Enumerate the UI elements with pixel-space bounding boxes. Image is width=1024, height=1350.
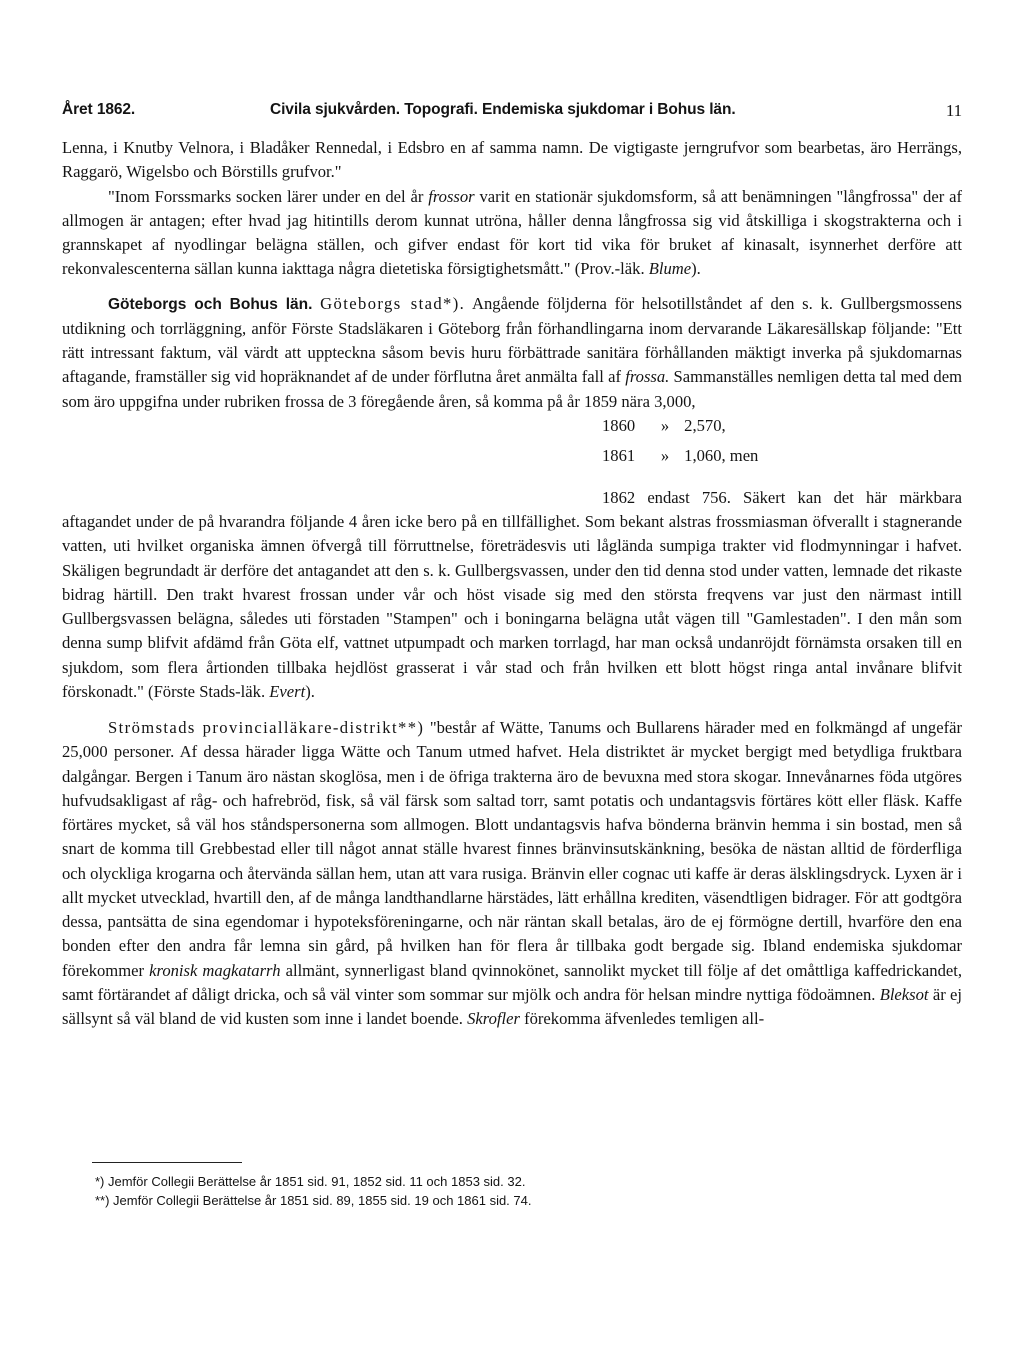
table-year: 1861 [602,445,636,465]
table-ditto-mark: » [660,445,670,465]
table-value: 2,570, [684,415,726,435]
table-year: 1860 [602,415,636,435]
paragraph-3-text-b: Sammanställes nemligen detta tal med dem som äro uppgifna under rubriken frossa de 3 föregående åren, så komma på år 1859 nära 3,000, [62,367,962,411]
section-heading-goteborg-bohus: Göteborgs och Bohus län. [108,295,313,313]
term-kronisk-magkatarrh: kronisk magkatarrh [149,960,281,980]
header-topic: Civila sjukvården. Topografi. Endemiska sjukdomar i Bohus län. [270,101,736,118]
header-year: Året 1862. [62,101,136,118]
footnote-divider [92,1162,242,1163]
table-row [602,414,726,438]
table-row [602,444,758,468]
paragraph-2-text-b: varit en stationär sjukdomsform, så att benämningen "långfrossa" der af allmogen är antagen; efter hvad jag hitintills derom kunnat utröna, håller denna långfrossa sig vid åtskilliga i skogstrakterna och i grannskapet af nyodlingar belägna ställen, och gifver endast för kort tid vika för bruket af kinasalt, isynnerhet derföre att rekonvalescenterna sällan kunna iakttaga några dietetiska försigtighetsmått." (Prov.-läk. [62,186,962,279]
paragraph-5-text-d: förekomma äfvenledes temligen all- [519,1009,765,1028]
paragraph-5 [62,716,962,1031]
paragraph-5-text-b: allmänt, synnerligast bland qvinnokönet, sannolikt mycket till följe af det omåttliga kaffedrickandet, samt förtärandet af dåligt dricka, och så väl vinter som sommar sur mjölk och andra för helsan mindre nyttiga födoämnen. [62,960,962,1004]
paragraph-5-text-a: "består af Wätte, Tanums och Bullarens härader med en folkmängd af ungefär 25,000 personer. Af dessa härader ligga Wätte och Tanum utmed hafvet. Hela distriktet är mycket bergigt med betydliga fruktbara dalgångar. Bergen i Tanum äro nästan skoglösa, men i de öfriga trakterna äro de bevuxna med stora skogar. Innevånarnes föda utgöres hufvudsakligast af råg- och hafrebröd, fisk, så väl färsk som saltad torr, samt potatis och undantagsvis förtäres kött eller fläsk. Kaffe förtäres mycket, så väl hos ståndspersonerna som allmogen. Blott undantagsvis hafva bönderna bränvin hemma i sin bostad, men så snart de komma till Grebbestad eller till något annat ställe hvarest finnes bränvinsutskänkning, besöka de nästan alltid de förderfliga och olyckliga krogarna och återvända sällan hem, utan att vara rusiga. Bränvin eller cognac uti kaffe är deras älsklingsdryck. Lyxen är i allt mycket utvecklad, hvartill den, af de många landthandlarne härstädes, lätt erhållna krediten, väsendtligen bidrager. För att godtgöra dessa, pantsätta de sina egendomar i hypoteksföreningarne, och när räntan skall betalas, äro de ej förmögne dertill, hvarföre den ena bonden efter den andra får lemna sin gård, på hvilken han för flera år tillbaka godt bergade sig. Ibland endemiska sjukdomar förekommer [62,718,962,980]
paragraph-4 [62,486,962,704]
paragraph-2-text-c: ). [691,259,701,279]
author-evert: Evert [269,681,306,701]
running-header [62,101,962,125]
frossa-count-table [62,414,962,486]
footnote-2: **) Jemför Collegii Berättelse år 1851 sid. 89, 1855 sid. 19 och 1861 sid. 74. [95,1193,532,1208]
footnote-1: *) Jemför Collegii Berättelse år 1851 sid. 91, 1852 sid. 11 och 1853 sid. 32. [95,1174,526,1189]
section-subheading-goteborgs-stad: Göteborgs stad*). [320,293,466,313]
term-frossor: frossor [428,186,475,206]
paragraph-4-text-b: ). [305,681,315,701]
footnotes [95,1172,795,1210]
paragraph-2 [62,185,962,282]
paragraph-4-text-a: 1862 endast 756. Säkert kan det här märkbara aftagandet under de på hvarandra följande 4 åren icke bero på en tillfällighet. Som bekant alstras frossmiasman öfverallt i stagnerande vatten, uti hvilket organiska ämnen öfvergå till förruttnelse, företrädesvis uti låglända sumpiga trakter vid flodmynningar i hafvet. Skäligen begrundadt är derföre det antagandet att den s. k. Gullbergsvassen, under den tid denna stod under vatten, lemnade det rikaste bidrag härtill. Den trakt hvarest frossan under vår och höst visade sig med den största freqvens var just den närmast intill Gullbergsvassen belägna, således uti förstaden "Stampen" och i boningarna belägna utåt vägen till "Gamlestaden". I den mån som denna sump blifvit afdämd från Göta elf, vattnet utpumpadt och marken torrlagd, har man också undanröjdt förnämsta orsaken till en sjukdom, som flera årtionden tillbaka hejdlöst grasserat i vår stad och från hvilken ett blott högst ringa antal invånare blifvit förskonadt." (Förste Stads-läk. [62,487,962,701]
paragraph-3 [62,292,962,414]
term-skrofler: Skrofler [467,1009,520,1028]
paragraph-1: Lenna, i Knutby Velnora, i Bladåker Rennedal, i Edsbro en af samma namn. De vigtigaste jerngrufvor som bearbetas, äro Herrängs, Raggarö, Wigelsbo och Börstills grufvor." [62,138,962,182]
page-number: 11 [945,101,962,120]
body-text [62,136,962,1031]
paragraph-3-text-a: Angående följderna för helsotillståndet af den s. k. Gullbergsmossens utdikning och torrläggning, anför Förste Stadsläkaren i Göteborg från förhandlingarna inom dervarande Läkaresällskap följande: "Ett rätt intressant faktum, väl värdt att uppteckna såsom bevis huru förbättrade sanitära förhållanden mäktigt inverka på sjukdomarnas aftagande, framställer sig vid hopräknandet af de under förflutna året anmälta fall af [62,293,962,387]
paragraph-2-text-a: "Inom Forssmarks socken lärer under en del år [108,186,429,206]
term-frossa: frossa. [625,367,670,387]
section-heading-stromstad: Strömstads provincialläkare-distrikt**) [108,718,425,737]
paragraph-5-text-c: är ej sällsynt så väl bland de vid kusten som inne i landet boende. [62,984,962,1028]
table-value: 1,060, men [684,445,759,465]
term-bleksot: Bleksot [879,984,929,1004]
table-ditto-mark: » [660,415,670,435]
author-blume: Blume [648,259,692,279]
